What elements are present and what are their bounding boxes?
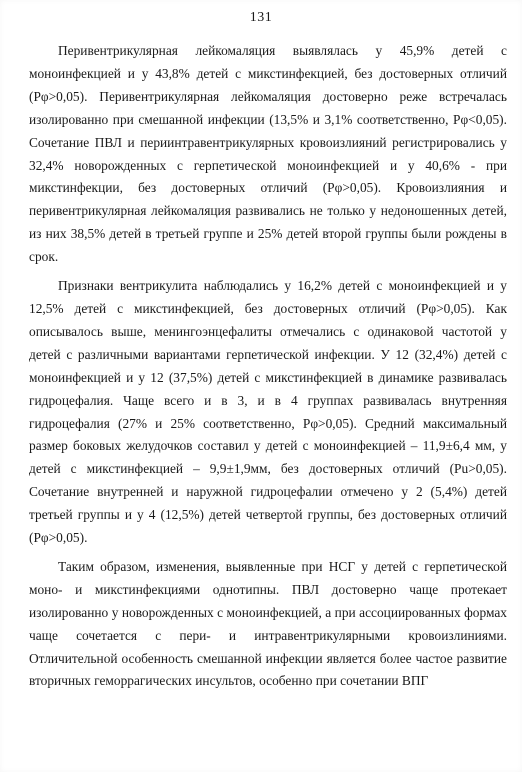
paragraph-ventriculitis: Признаки вентрикулита наблюдались у 16,2% детей с моноинфекцией и у 12,5% детей с микстинфекцией, без достоверных отличий (Pφ>0,05). Как описывалось выше, менингоэнцефалиты отмечались с одинаковой частотой у детей с различными вариантами герпетической инфекции. У 12 (32,4%) детей с моноинфекцией и у 12 (37,5%) детей с микстинфекцией в динамике развивалась гидроцефалия. Чаще всего и в 3, и в 4 группах развивалась внутренняя гидроцефалия (27% и 25% соответственно, Pφ>0,05). Средний максимальный размер боковых желудочков составил у детей с моноинфекцией – 11,9±6,4 мм, у детей с микстинфекцией – 9,9±1,9мм, без достоверных отличий (Pu>0,05). Сочетание внутренней и наружной гидроцефалии отмечено у 2 (5,4%) детей третьей группы и у 4 (12,5%) детей четвертой группы, без достоверных отличий (Pφ>0,05).	[29, 278, 507, 546]
paragraph-pvl: Перивентрикулярная лейкомаляция выявлялась у 45,9% детей с моноинфекцией и у 43,8% детей с микстинфекцией, без достоверных отличий (Pφ>0,05). Перивентрикулярная лейкомаляция достоверно реже встречалась изолированно при смешанной инфекции (13,5% и 3,1% соответственно, Pφ<0,05). Сочетание ПВЛ и периинтравентрикулярных кровоизлияний регистрировались у 32,4% новорожденных с герпетической моноинфекцией и у 40,6% - при микстинфекции, без достоверных отличий (Pφ>0,05). Кровоизлияния и перивентрикулярная лейкомаляция развивались не только у недоношенных детей, из них 38,5% детей в третьей группе и 25% детей второй группы были рождены в срок.	[29, 43, 507, 265]
page-text	[29, 40, 507, 693]
paragraph-conclusion: Таким образом, изменения, выявленные при НСГ у детей с герпетической моно- и микстинфекциями однотипны. ПВЛ достоверно чаще протекает изолированно у новорожденных с моноинфекцией, а при ассоциированных формах чаще сочетается с пери- и интравентрикулярными кровоизлиниями. Отличительной особенность смешанной инфекции является более частое развитие вторичных геморрагических инсультов, особенно при сочетании ВПГ	[29, 558, 507, 689]
page-number: 131	[249, 10, 273, 25]
